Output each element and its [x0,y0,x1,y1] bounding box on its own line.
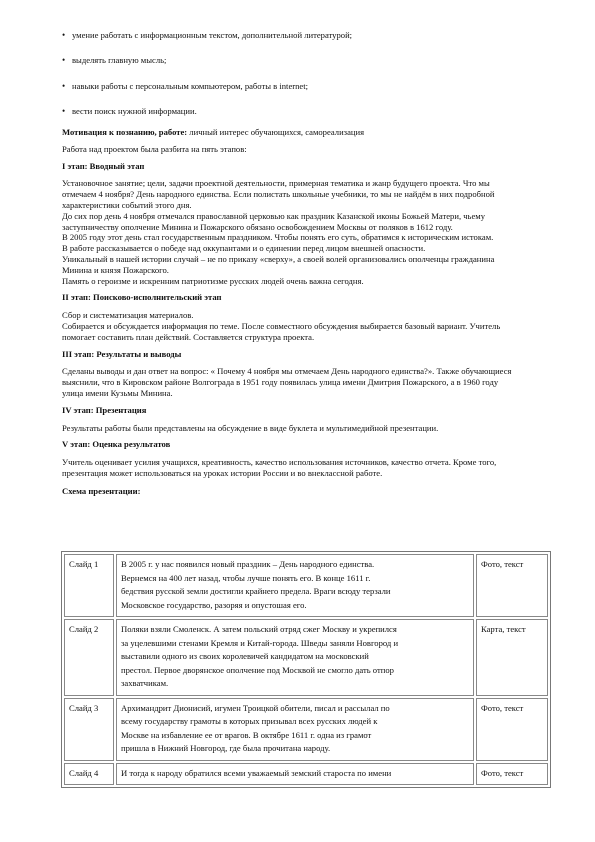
bullet-item [62,55,562,66]
text-line: В работе рассказывается о победе над оккупантами и о единении перед лицом внешней опасности. [62,243,426,254]
stage1-text [62,178,552,286]
skills-bullet-list [62,30,562,132]
text-line: Уникальный в нашей истории случай – не по приказу «сверху», а своей волей организовались ополченцы гражданина [62,253,495,264]
presentation-scheme-table [61,551,551,788]
text-line: Собирается и обсуждается информация по теме. После совместного обсуждения выбирается базовый вариант. Учитель [62,320,501,331]
stage3-heading [62,349,552,360]
stage5-heading [62,439,552,450]
slide-content-cell [116,554,474,617]
stage1-heading-text: I этап: Вводный этап [62,160,145,171]
slide-name-cell: Слайд 2 [64,619,114,696]
stage1-heading [62,161,552,172]
text-line: бедствия русской земли достигли крайнего предела. Враги всюду терзали [121,586,391,596]
slide-content-cell [116,763,474,786]
text-line: всему государству грамоты в которых призывал всех русских людей к [121,716,378,726]
bullet-icon: • [62,106,66,116]
slide-type-cell: Фото, текст [476,554,548,617]
motivation-paragraph [62,127,552,138]
table-row [64,619,548,696]
text-line: отмечаем 4 ноября? День народного единства. Если полистать школьные учебники, то мы не найдём в них подробной [62,189,495,200]
text-line: Установочное занятие; цели, задачи проектной деятельности, примерная тематика и жанр будущего проекта. Что мы [62,178,490,189]
text-line: Вернемся на 400 лет назад, чтобы лучше понять его. В конце 1611 г. [121,572,371,583]
stage2-heading [62,292,552,303]
text-line: Московское государство, разоряя и опустошая его. [121,599,307,610]
text-line: Результаты работы были представлены на обсуждение в виде буклета и мультимедийной презентации. [62,422,439,433]
stages-intro: Работа над проектом была разбита на пять этапов: [62,143,247,154]
slide-type-cell: Фото, текст [476,763,548,786]
slide-content-cell [116,619,474,696]
text-line: Минина и князя Пожарского. [62,264,169,275]
slide-content-cell [116,698,474,761]
text-line: Архимандрит Дионисий, игумен Троицкой обители, писал и рассылал по [121,702,390,713]
scheme-heading [62,486,552,497]
bullet-text: вести поиск нужной информации. [72,106,197,116]
text-line: Сделаны выводы и дан ответ на вопрос: « Почему 4 ноября мы отмечаем День народного единства?». Также обучающиеся [62,366,512,377]
bullet-text: навыки работы с персональным компьютером, работы в internet; [72,80,309,91]
text-line: Поляки взяли Смоленск. А затем польский отряд сжег Москву и укрепился [121,624,397,634]
text-line: помогает составить план действий. Составляется структура проекта. [62,331,315,342]
bullet-icon: • [62,80,66,91]
text-line: заступничеству ополчение Минина и Пожарского обязано освобождением Москвы от поляков в 1612 году. [62,221,453,232]
slide-name-cell: Слайд 1 [64,554,114,617]
scheme-heading-text: Схема презентации: [62,485,141,496]
text-line: характеристики событий этого дня. [62,199,192,210]
bullet-text: выделять главную мысль; [72,55,167,65]
bullet-icon: • [62,30,66,40]
text-line: улица имени Кузьмы Минина. [62,387,173,398]
text-line: Сбор и систематизация материалов. [62,310,194,321]
bullet-item [62,30,562,41]
bullet-text: умение работать с информационным текстом, дополнительной литературой; [72,30,353,40]
text-line: за уцелевшими стенами Кремля и Китай-города. Шведы заняли Новгород и [121,637,399,648]
text-line: До сих пор день 4 ноября отмечался православной церковью как праздник Казанской иконы Божьей Матери, чьему [62,210,486,221]
text-line: Память о героизме и искренним патриотизме русских людей очень важна сегодня. [62,275,364,286]
slide-type-cell: Карта, текст [476,619,548,696]
text-line: И тогда к народу обратился всеми уважаемый земский староста по имени [121,767,392,778]
slide-name-cell: Слайд 4 [64,763,114,786]
text-line: Москве на избавление ее от врагов. В октябре 1611 г. одна из грамот [121,729,372,740]
stage5-text [62,457,552,479]
stage4-heading-text: IV этап: Презентация [62,404,147,415]
text-line: захватчикам. [121,678,169,688]
stage3-heading-text: III этап: Результаты и выводы [62,348,182,359]
bullet-icon: • [62,55,66,65]
text-line: В 2005 году этот день стал государственным праздником. Чтобы понять его суть, обратимся к историческим истокам. [62,232,494,243]
stage3-text [62,366,552,398]
bullet-item [62,81,562,92]
slide-type-cell: Фото, текст [476,698,548,761]
motivation-label: Мотивация к познанию, работе: [62,127,188,137]
stage4-heading [62,405,552,416]
text-line: пришла в Нижний Новгород, где была прочитана народу. [121,743,331,753]
text-line: выставили одного из своих королевичей кандидатом на московский [121,651,369,661]
stage4-text [62,423,552,434]
document-body [62,127,552,497]
bullet-item [62,106,562,117]
slide-name-cell: Слайд 3 [64,698,114,761]
stage2-text [62,310,552,342]
stage2-heading-text: II этап: Поисково-исполнительский этап [62,292,222,303]
stage5-heading-text: V этап: Оценка результатов [62,439,171,450]
table-row [64,763,548,786]
table-row [64,554,548,617]
text-line: Учитель оценивает усилия учащихся, креативность, качество использования источников, качество отчета. Кроме того, [62,457,497,468]
text-line: выяснили, что в Кировском районе Волгограда в 1951 году появилась улица имени Дмитрия Пожарского, а в 1960 году [62,377,499,388]
text-line: В 2005 г. у нас появился новый праздник – День народного единства. [121,559,375,569]
motivation-text: личный интерес обучающихся, самореализация [187,127,365,137]
table-row [64,698,548,761]
text-line: престол. Первое дворянское ополчение под Москвой не смогло дать отпор [121,664,394,675]
text-line: презентация может использоваться на уроках истории России и во внеклассной работе. [62,467,383,478]
